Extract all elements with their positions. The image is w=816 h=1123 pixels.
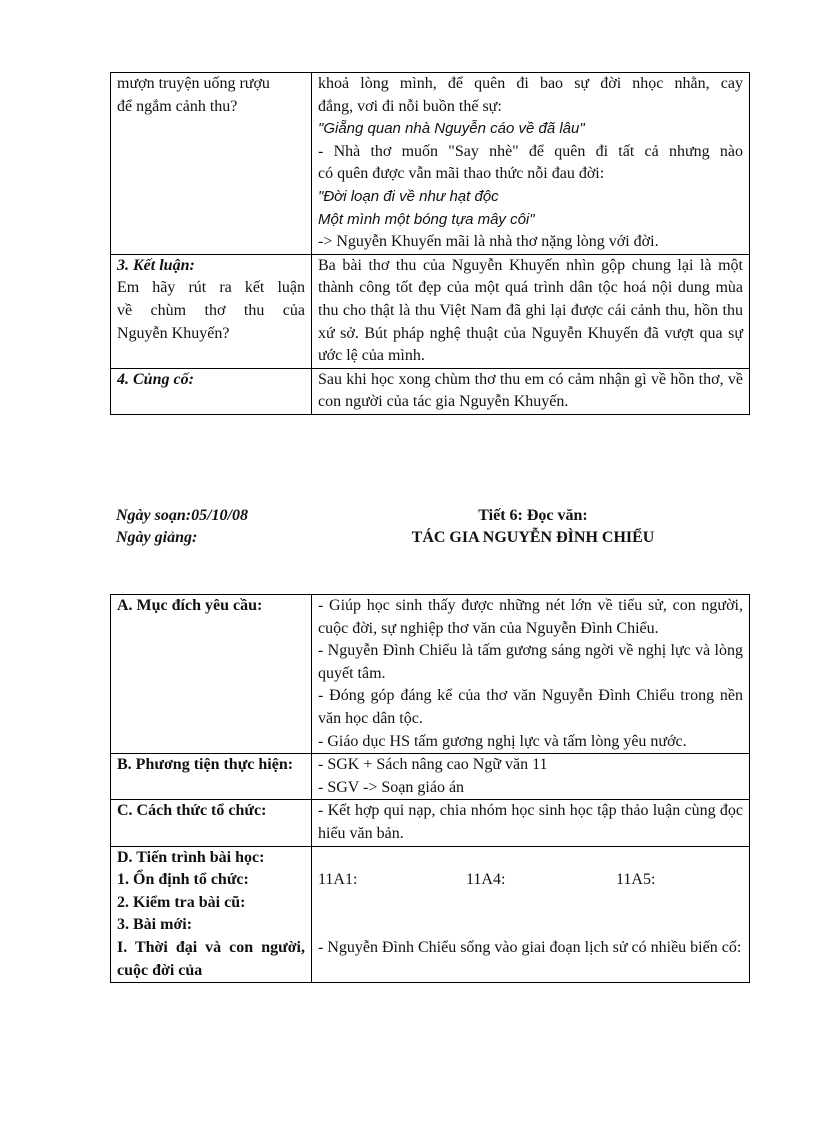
lesson-plan-table [110,594,750,983]
spacer [318,847,743,870]
class-label: 11A5: [616,871,656,889]
step-label: 3. Bài mới: [117,916,193,934]
poem-quote: Một mình một bóng tựa mây côi" [318,210,535,228]
table-row [111,595,750,754]
resource-item: - SGV -> Soạn giáo án [318,778,465,796]
left-cell [111,73,312,255]
right-cell [312,846,750,983]
left-cell [111,846,312,983]
lesson-dates [116,505,248,549]
right-cell [312,754,750,800]
right-cell [312,595,750,754]
left-cell [111,254,312,368]
class-list [318,869,743,892]
class-label: 11A4: [466,871,506,889]
left-cell [111,800,312,846]
date-prepared: Ngày soạn:05/10/08 [116,507,248,524]
section-heading: D. Tiến trình bài học: [117,848,265,866]
section-heading: I. Thời đại và con người, cuộc đời của [117,938,305,979]
spacer [318,892,743,915]
date-taught: Ngày giảng: [116,529,198,546]
resource-item: - SGK + Sách nâng cao Ngữ văn 11 [318,756,548,774]
lesson-header [116,505,750,551]
section-heading: C. Cách thức tổ chức: [117,802,267,820]
right-cell [312,368,750,414]
objective-item: - Giúp học sinh thấy được những nét lớn về tiểu sử, con người, cuộc đời, sự nghiệp thơ văn của Nguyễn Đình Chiểu. [318,597,743,637]
conclusion-text: Ba bài thơ thu của Nguyễn Khuyến nhìn gộp chung lại là một thành công tốt đẹp của một quá trình dân tộc hoá nội dung mùa thu cho thật là thu Việt Nam đã ghi lại được cái cảnh thu, hồn thu xứ sở. Bút pháp nghệ thuật của Nguyễn Khuyến đã vượt qua sự ước lệ của mình. [318,256,743,365]
objective-item: - Đóng góp đáng kể của thơ văn Nguyễn Đình Chiểu trong nền văn học dân tộc. [318,687,743,727]
right-cell [312,73,750,255]
poem-quote: "Đời loạn đi về như hạt độc [318,187,499,205]
section-heading: 4. Củng cố: [117,370,194,388]
left-cell [111,368,312,414]
question-text: Nguyễn Khuyến? [117,324,230,342]
lesson-title: TÁC GIA NGUYỄN ĐÌNH CHIỂU [411,529,655,546]
table-row [111,368,750,414]
table-row [111,73,750,255]
left-cell [111,754,312,800]
right-cell [312,800,750,846]
class-label: 11A1: [318,871,358,889]
question-text: để ngắm cảnh thu? [117,97,238,115]
spacer [318,914,743,937]
section-heading: 3. Kết luận: [117,256,195,274]
answer-line: -> Nguyễn Khuyến mãi là nhà thơ nặng lòng với đời. [318,233,659,251]
poem-quote: "Giẵng quan nhà Nguyễn cáo về đã lâu" [318,120,585,138]
answer-line: có quên được vẫn mãi thao thức nỗi đau đời: [318,165,605,183]
lesson-table-continuation [110,72,750,415]
question-text: mượn truyện uống rượu [117,75,270,92]
answer-line: đắng, vơi đi nỗi buồn thế sự: [318,97,502,115]
method-text: - Kết hợp qui nạp, chia nhóm học sinh học tập thảo luận cùng đọc hiểu văn bản. [318,802,743,842]
table-row [111,254,750,368]
step-label: 2. Kiểm tra bài cũ: [117,893,246,911]
table-row [111,754,750,800]
right-cell [312,254,750,368]
left-cell [111,595,312,754]
question-text: Em hãy rút ra kết luận [117,279,305,297]
objective-item: - Giáo dục HS tấm gương nghị lực và tấm lòng yêu nước. [318,732,687,750]
reinforcement-text: Sau khi học xong chùm thơ thu em có cảm nhận gì về hồn thơ, về con người của tác gia Nguyễn Khuyến. [318,370,743,411]
question-text: về chùm thơ thu của [117,301,305,319]
answer-line: khoả lòng mình, để quên đi bao sự đời nhọc nhằn, cay [318,75,743,92]
section-heading: B. Phương tiện thực hiện: [117,756,294,774]
section-heading: A. Mục đích yêu cầu: [117,597,263,614]
step-label: 1. Ổn định tổ chức: [117,871,249,889]
table-row [111,800,750,846]
objective-item: - Nguyễn Đình Chiểu là tấm gương sáng ngời về nghị lực và lòng quyết tâm. [318,642,743,682]
lesson-title-block [370,505,696,549]
era-text: - Nguyễn Đình Chiểu sống vào giai đoạn lịch sử có nhiều biến cố: [318,938,742,956]
answer-line: - Nhà thơ muốn "Say nhè" để quên đi tất cả nhưng nào [318,142,743,160]
lesson-label: Tiết 6: Đọc văn: [478,507,588,524]
table-row [111,846,750,983]
